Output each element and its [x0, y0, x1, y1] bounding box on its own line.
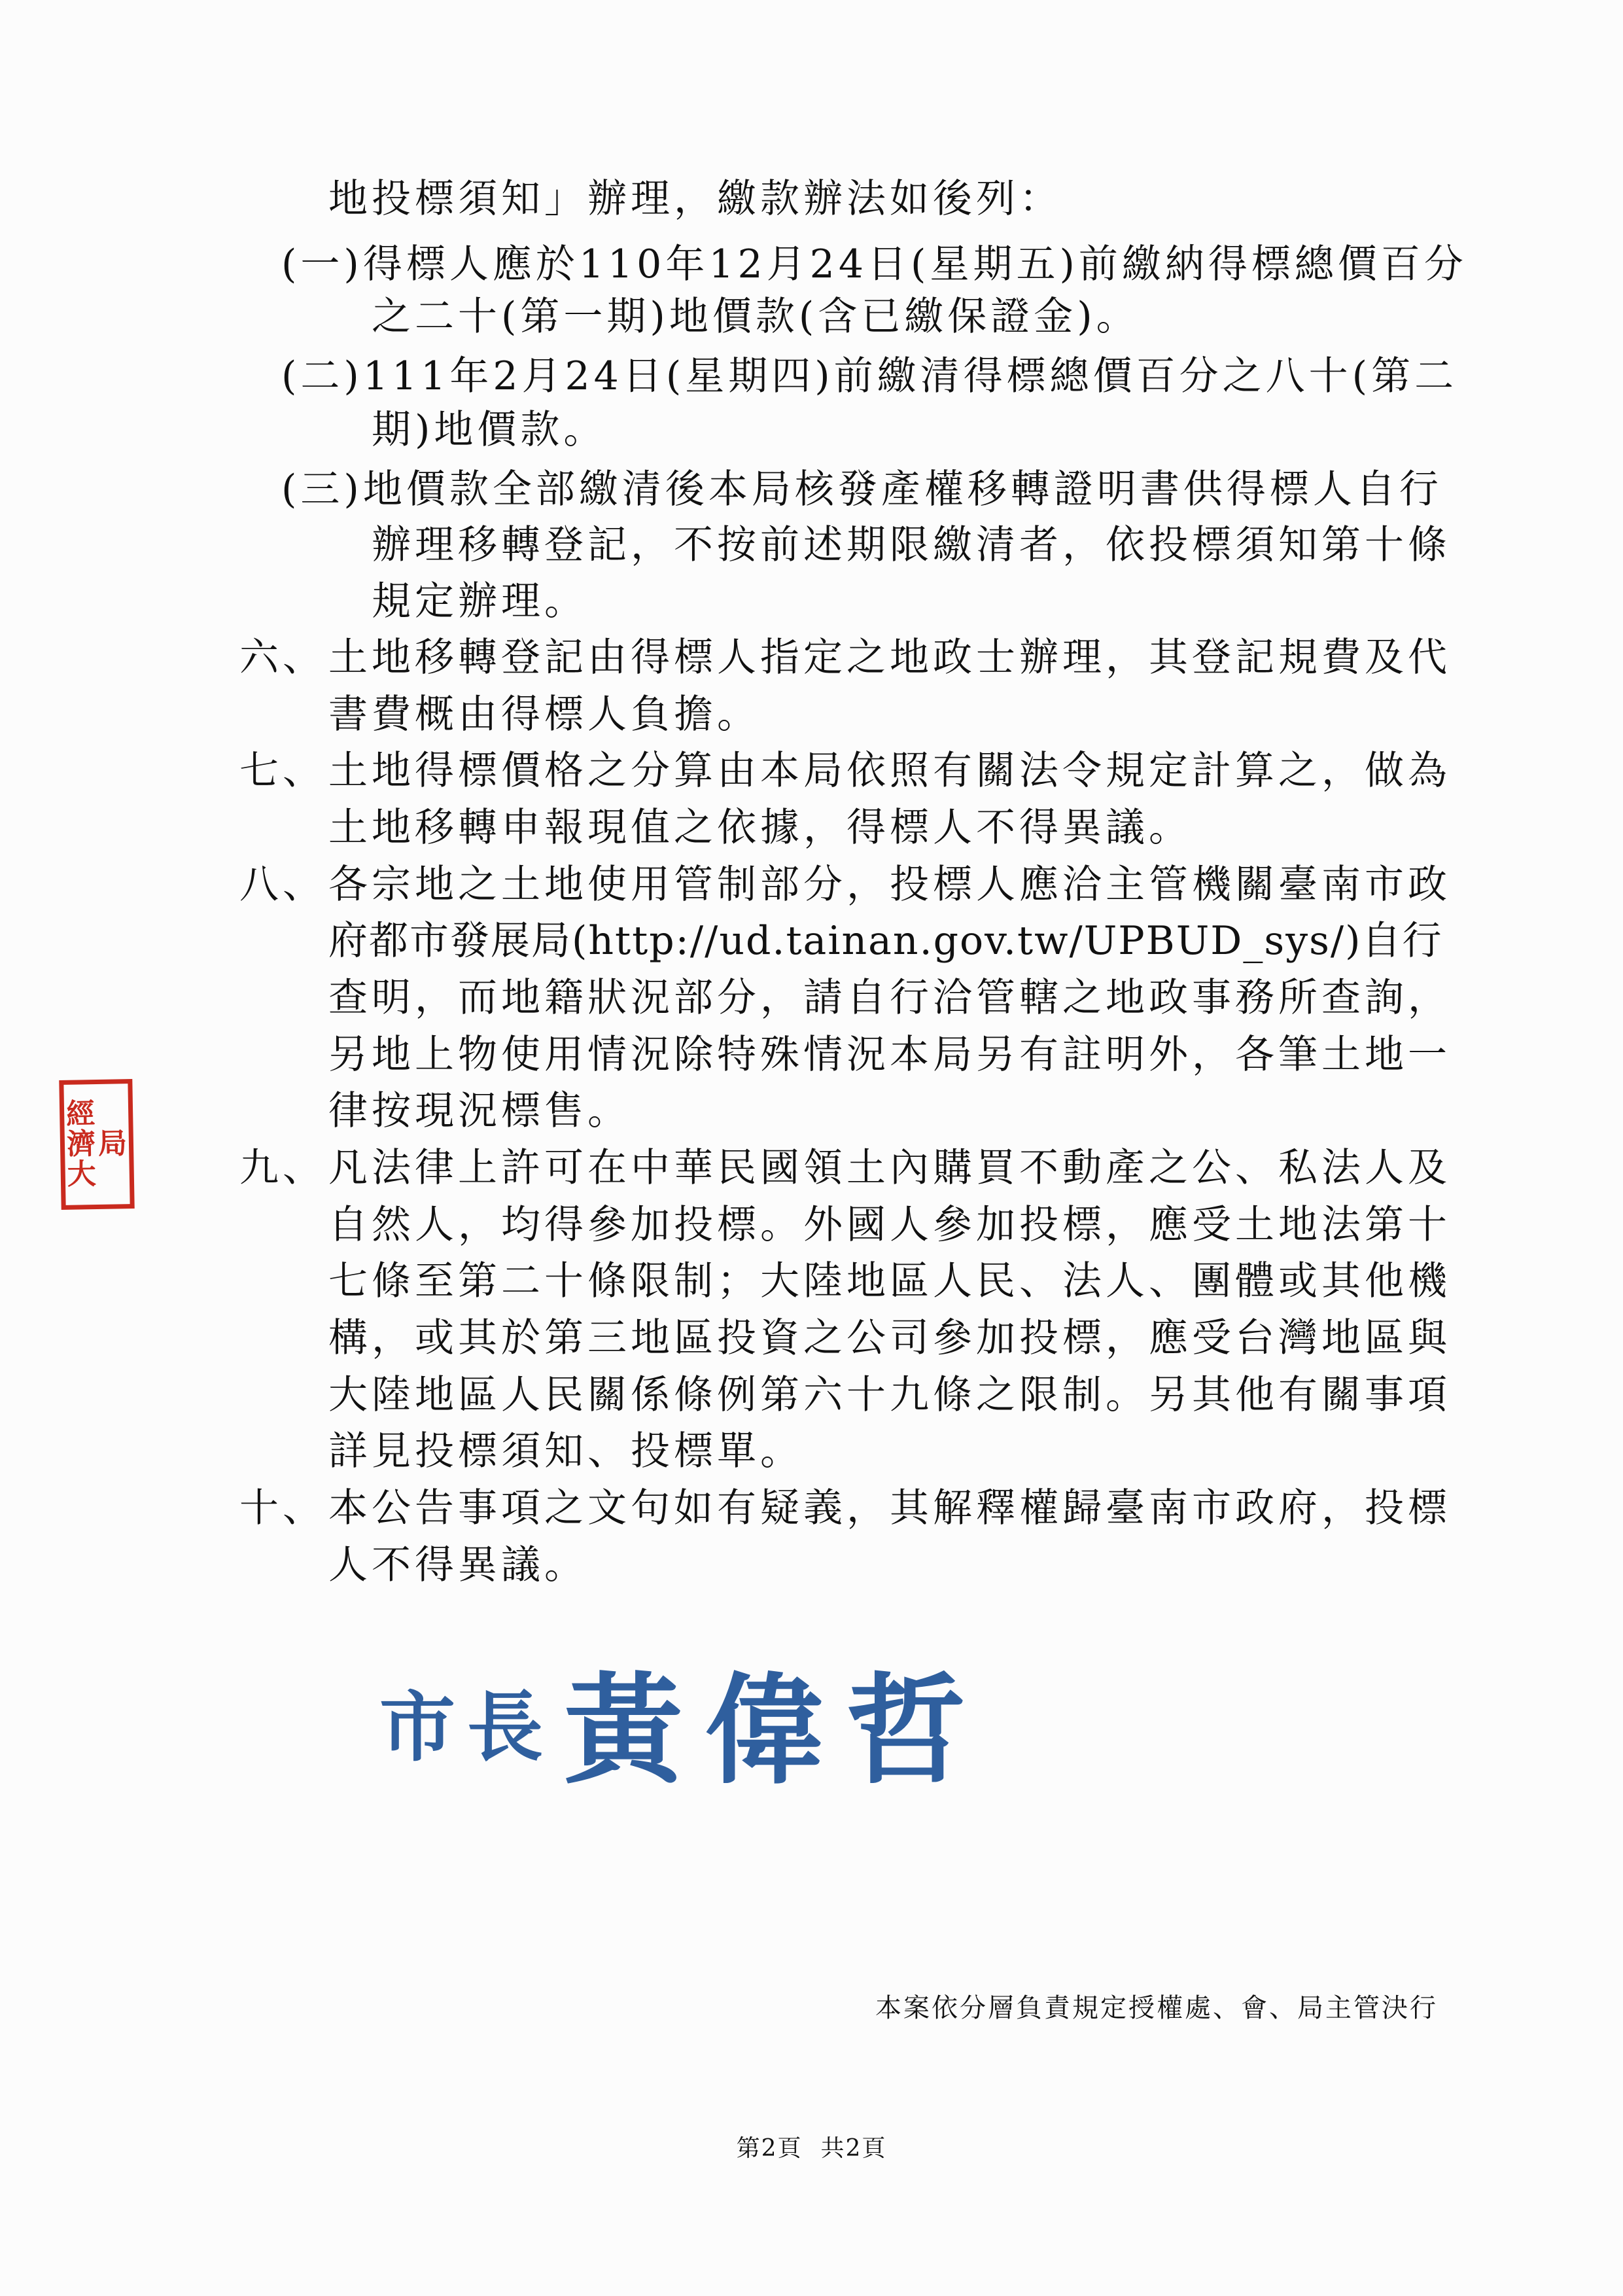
sub-item-2-line-1: (二)111年2月24日(星期四)前繳清得標總價百分之八十(第二: [281, 353, 1458, 399]
item-8-number: 八、: [239, 862, 326, 908]
item-6-line-1: 土地移轉登記由得標人指定之地政士辦理，其登記規費及代: [328, 635, 1451, 680]
approval-note: 本案依分層負責規定授權處、會、局主管決行: [875, 1993, 1438, 2023]
item-7-line-1: 土地得標價格之分算由本局依照有關法令規定計算之，做為: [328, 748, 1451, 794]
item-8-line-1: 各宗地之土地使用管制部分，投標人應洽主管機關臺南市政: [328, 862, 1451, 908]
item-9-line-4: 構，或其於第三地區投資之公司參加投標，應受台灣地區與: [328, 1315, 1451, 1361]
item-8-line-5: 律按現況標售。: [328, 1088, 631, 1134]
item-9-line-6: 詳見投標須知、投標單。: [328, 1428, 803, 1474]
seal-char: 濟: [66, 1127, 96, 1161]
item-7-number: 七、: [239, 748, 326, 794]
item-9-line-5: 大陸地區人民關係條例第六十九條之限制。另其他有關事項: [328, 1372, 1451, 1418]
item-8-line-2: 府都市發展局(http://ud.tainan.gov.tw/UPBUD_sys/)自行: [328, 918, 1443, 964]
item-7-line-2: 土地移轉申報現值之依據，得標人不得異議。: [328, 805, 1192, 851]
sub-item-1-line-1: (一)得標人應於110年12月24日(星期五)前繳納得標總價百分: [281, 241, 1467, 287]
signature-title: 市長: [379, 1684, 555, 1772]
signature-name: 黃偉哲: [564, 1661, 988, 1800]
seal-char: 大: [67, 1157, 97, 1192]
seal-char: 局: [97, 1127, 128, 1161]
sub-item-3-line-3: 規定辦理。: [372, 578, 587, 624]
item-8-line-3: 查明，而地籍狀況部分，請自行洽管轄之地政事務所查詢，: [328, 975, 1451, 1021]
item-9-line-1: 凡法律上許可在中華民國領土內購買不動產之公、私法人及: [328, 1145, 1451, 1191]
mayor-signature-stamp: [379, 1636, 988, 1807]
item-9-line-2: 自然人，均得參加投標。外國人參加投標，應受土地法第十: [328, 1202, 1451, 1248]
item-6-line-2: 書費概由得標人負擔。: [328, 692, 760, 737]
page-total: 共2頁: [820, 2135, 887, 2162]
sub-item-1-line-2: 之二十(第一期)地價款(含已繳保證金)。: [372, 294, 1140, 340]
page-current: 第2頁: [736, 2135, 803, 2162]
sub-item-3-line-2: 辦理移轉登記，不按前述期限繳清者，依投標須知第十條: [372, 522, 1451, 568]
item-8-line-4: 另地上物使用情況除特殊情況本局另有註明外，各筆土地一: [328, 1032, 1451, 1078]
page-number: [0, 2137, 1623, 2161]
intro-line: 地投標須知」辦理，繳款辦法如後列：: [328, 176, 1062, 222]
sub-item-3-line-1: (三)地價款全部繳清後本局核發產權移轉證明書供得標人自行: [281, 467, 1442, 512]
item-10-line-1: 本公告事項之文句如有疑義，其解釋權歸臺南市政府，投標: [328, 1485, 1451, 1531]
item-6-number: 六、: [239, 635, 326, 680]
item-10-number: 十、: [239, 1485, 326, 1531]
sub-item-2-line-2: 期)地價款。: [372, 407, 607, 453]
seal-char: 經: [65, 1097, 96, 1131]
item-9-number: 九、: [239, 1145, 326, 1191]
item-9-line-3: 七條至第二十條限制；大陸地區人民、法人、團體或其他機: [328, 1258, 1451, 1304]
item-10-line-2: 人不得異議。: [328, 1542, 587, 1588]
official-seal-stamp: [59, 1079, 134, 1210]
